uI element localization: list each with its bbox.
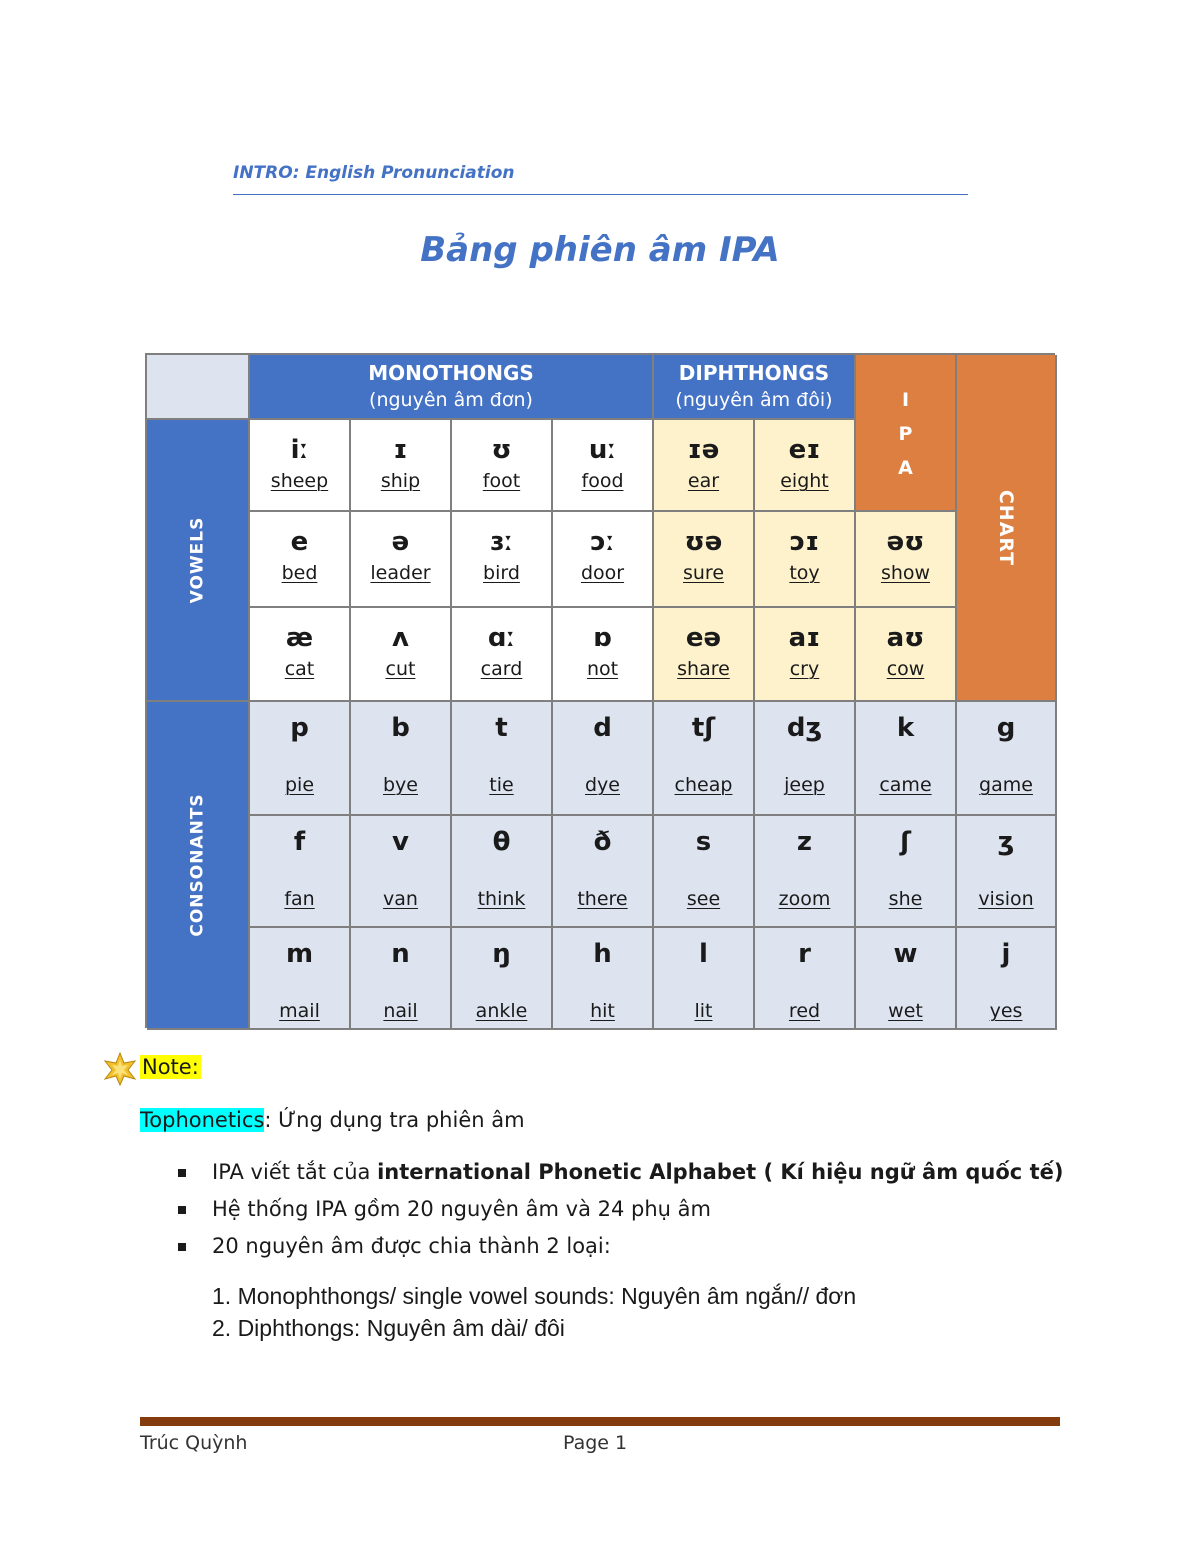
- ipa-letter-p: P: [898, 423, 913, 445]
- ipa-sound-cell: [452, 816, 553, 928]
- example-word: jeep: [784, 774, 825, 796]
- ipa-sound-cell: [553, 420, 654, 512]
- diphthongs-header: [654, 355, 856, 420]
- example-word: ear: [687, 470, 720, 492]
- ipa-symbol: k: [896, 713, 915, 743]
- ipa-symbol: əʊ: [886, 527, 925, 557]
- example-word: show: [880, 562, 931, 584]
- example-word: ankle: [475, 1000, 528, 1022]
- ipa-sound-cell: [957, 702, 1057, 816]
- example-word: see: [686, 888, 721, 910]
- example-word: ship: [380, 470, 421, 492]
- ipa-symbol: uː: [588, 435, 617, 465]
- example-word: came: [879, 774, 932, 796]
- example-word: card: [480, 658, 523, 680]
- ipa-symbol: t: [495, 713, 508, 743]
- ipa-symbol: aɪ: [788, 623, 821, 653]
- ipa-sound-cell: [654, 420, 755, 512]
- ipa-symbol: m: [285, 939, 314, 969]
- ipa-symbol: eɪ: [788, 435, 821, 465]
- ipa-sound-cell: [250, 512, 351, 608]
- ipa-sound-cell: [856, 608, 957, 702]
- ipa-sound-cell: [250, 420, 351, 512]
- ipa-symbol: ð: [593, 827, 612, 857]
- ipa-symbol: h: [593, 939, 612, 969]
- footer-page-number: Page 1: [563, 1432, 628, 1454]
- example-word: share: [677, 658, 730, 680]
- example-word: pie: [284, 774, 315, 796]
- example-word: tie: [489, 774, 514, 796]
- example-word: lit: [694, 1000, 713, 1022]
- vowels-label: VOWELS: [187, 516, 208, 604]
- bullet-item: [178, 1192, 1063, 1229]
- ipa-sound-cell: [553, 608, 654, 702]
- example-word: zoom: [778, 888, 831, 910]
- example-word: nail: [383, 1000, 418, 1022]
- example-word: there: [577, 888, 628, 910]
- ipa-sound-cell: [452, 702, 553, 816]
- ipa-symbol: g: [996, 713, 1016, 743]
- ipa-sound-cell: [250, 816, 351, 928]
- ipa-sound-cell: [250, 702, 351, 816]
- ipa-sound-cell: [351, 420, 452, 512]
- ipa-symbol: ɪ: [393, 435, 408, 465]
- ipa-sound-cell: [351, 702, 452, 816]
- numbered-list: [212, 1280, 856, 1344]
- ipa-symbol: w: [893, 939, 918, 969]
- ipa-symbol: r: [798, 939, 811, 969]
- ipa-sound-cell: [553, 702, 654, 816]
- footer-divider: [140, 1417, 1060, 1426]
- example-word: bed: [281, 562, 318, 584]
- ipa-symbol: ɔɪ: [789, 527, 820, 557]
- ipa-sound-cell: [856, 928, 957, 1030]
- header-divider: [233, 194, 968, 195]
- ipa-symbol: tʃ: [691, 713, 716, 743]
- bullet-item: [178, 1229, 1063, 1266]
- ipa-sound-cell: [957, 928, 1057, 1030]
- example-word: dye: [585, 774, 620, 796]
- bullet-text: IPA viết tắt của: [212, 1160, 378, 1184]
- chart-corner: [147, 355, 250, 420]
- example-word: sure: [682, 562, 725, 584]
- ipa-symbol: æ: [285, 623, 314, 653]
- ipa-symbol: θ: [492, 827, 511, 857]
- ipa-symbol: d: [593, 713, 612, 743]
- running-header: INTRO: English Pronunciation: [233, 163, 515, 183]
- ipa-symbol: iː: [290, 435, 309, 465]
- example-word: vision: [978, 888, 1034, 910]
- example-word: leader: [370, 562, 431, 584]
- example-word: food: [581, 470, 624, 492]
- ipa-chart: [145, 353, 1055, 1028]
- ipa-symbol: z: [796, 827, 813, 857]
- ipa-symbol: ə: [391, 527, 410, 557]
- ipa-sound-cell: [250, 608, 351, 702]
- ipa-symbol: dʒ: [786, 713, 823, 743]
- ipa-symbol: ɑː: [487, 623, 516, 653]
- ipa-sound-cell: [553, 816, 654, 928]
- ipa-sound-cell: [654, 928, 755, 1030]
- example-word: toy: [789, 562, 820, 584]
- ipa-symbol: ʊə: [684, 527, 723, 557]
- ipa-sound-cell: [553, 928, 654, 1030]
- ipa-sound-cell: [654, 816, 755, 928]
- ipa-sound-cell: [755, 420, 856, 512]
- bullet-bold-text: international Phonetic Alphabet ( Kí hiệu ngữ âm quốc tế): [377, 1160, 1064, 1184]
- example-word: bird: [483, 562, 520, 584]
- chart-label: CHART: [994, 489, 1017, 566]
- ipa-symbol: ɔː: [590, 527, 615, 557]
- star-icon: [103, 1052, 137, 1086]
- ipa-letter-a: A: [898, 457, 913, 479]
- example-word: door: [580, 562, 625, 584]
- bullet-text: 20 nguyên âm được chia thành 2 loại:: [212, 1234, 611, 1258]
- example-word: foot: [482, 470, 521, 492]
- ipa-sound-cell: [755, 608, 856, 702]
- ipa-symbol: b: [391, 713, 410, 743]
- note-label: Note:: [142, 1055, 199, 1079]
- example-word: mail: [279, 1000, 320, 1022]
- monophthongs-title: MONOTHONGS: [368, 361, 534, 385]
- ipa-sound-cell: [755, 702, 856, 816]
- ipa-symbol: ʒ: [997, 827, 1015, 857]
- example-word: cow: [886, 658, 925, 680]
- consonants-label-cell: [147, 702, 250, 1030]
- ipa-sound-cell: [957, 816, 1057, 928]
- diphthongs-subtitle: (nguyên âm đôi): [675, 389, 833, 411]
- ipa-symbol: p: [290, 713, 309, 743]
- ipa-symbol: l: [699, 939, 708, 969]
- numbered-item: 1. Monophthongs/ single vowel sounds: Nguyên âm ngắn// đơn: [212, 1283, 857, 1309]
- example-word: bye: [383, 774, 418, 796]
- ipa-symbol: ɜː: [490, 527, 513, 557]
- chart-label-cell: [957, 355, 1057, 702]
- ipa-sound-cell: [856, 702, 957, 816]
- ipa-sound-cell: [452, 608, 553, 702]
- example-word: wet: [888, 1000, 923, 1022]
- example-word: cut: [385, 658, 416, 680]
- monophthongs-header: [250, 355, 654, 420]
- ipa-symbol: ʃ: [900, 827, 911, 857]
- note-bullets: [178, 1155, 1063, 1266]
- example-word: yes: [989, 1000, 1023, 1022]
- ipa-symbol: ʊ: [491, 435, 512, 465]
- ipa-symbol: f: [293, 827, 306, 857]
- monophthongs-subtitle: (nguyên âm đơn): [369, 389, 533, 411]
- ipa-symbol: aʊ: [886, 623, 925, 653]
- example-word: game: [979, 774, 1033, 796]
- ipa-sound-cell: [452, 512, 553, 608]
- ipa-letter-i: I: [901, 389, 910, 411]
- example-word: eight: [780, 470, 829, 492]
- ipa-symbol: n: [391, 939, 410, 969]
- ipa-symbol: ʌ: [392, 623, 409, 653]
- page-title: Bảng phiên âm IPA: [420, 230, 780, 270]
- ipa-symbol: s: [695, 827, 712, 857]
- ipa-sound-cell: [755, 928, 856, 1030]
- example-word: cheap: [674, 774, 733, 796]
- ipa-sound-cell: [654, 702, 755, 816]
- vowels-label-cell: [147, 420, 250, 702]
- ipa-sound-cell: [250, 928, 351, 1030]
- tophonetics-desc: : Ứng dụng tra phiên âm: [264, 1108, 525, 1132]
- example-word: red: [788, 1000, 821, 1022]
- bullet-text: Hệ thống IPA gồm 20 nguyên âm và 24 phụ âm: [212, 1197, 711, 1221]
- ipa-symbol: j: [1001, 939, 1011, 969]
- ipa-sound-cell: [856, 816, 957, 928]
- ipa-sound-cell: [351, 928, 452, 1030]
- ipa-symbol: v: [392, 827, 409, 857]
- ipa-sound-cell: [452, 928, 553, 1030]
- ipa-sound-cell: [654, 512, 755, 608]
- example-word: sheep: [270, 470, 329, 492]
- bullet-item: [178, 1155, 1063, 1192]
- consonants-label: CONSONANTS: [187, 793, 208, 937]
- footer-author: Trúc Quỳnh: [140, 1432, 248, 1454]
- example-word: cry: [789, 658, 820, 680]
- example-word: she: [888, 888, 923, 910]
- ipa-label-cell: [856, 355, 957, 512]
- example-word: not: [586, 658, 619, 680]
- ipa-symbol: ɪə: [687, 435, 720, 465]
- ipa-sound-cell: [351, 816, 452, 928]
- ipa-sound-cell: [755, 816, 856, 928]
- ipa-sound-cell: [755, 512, 856, 608]
- tophonetics-link[interactable]: Tophonetics: [140, 1108, 265, 1132]
- ipa-symbol: ŋ: [492, 939, 511, 969]
- ipa-sound-cell: [351, 608, 452, 702]
- ipa-symbol: e: [290, 527, 309, 557]
- ipa-sound-cell: [452, 420, 553, 512]
- example-word: think: [477, 888, 526, 910]
- ipa-symbol: eə: [685, 623, 722, 653]
- example-word: hit: [590, 1000, 615, 1022]
- tophonetics-line: [140, 1108, 525, 1132]
- example-word: fan: [284, 888, 315, 910]
- ipa-sound-cell: [351, 512, 452, 608]
- numbered-item: 2. Diphthongs: Nguyên âm dài/ đôi: [212, 1315, 565, 1341]
- ipa-sound-cell: [553, 512, 654, 608]
- example-word: cat: [284, 658, 315, 680]
- diphthongs-title: DIPHTHONGS: [678, 361, 830, 385]
- example-word: van: [383, 888, 418, 910]
- ipa-symbol: ɒ: [593, 623, 612, 653]
- ipa-sound-cell: [856, 512, 957, 608]
- ipa-sound-cell: [654, 608, 755, 702]
